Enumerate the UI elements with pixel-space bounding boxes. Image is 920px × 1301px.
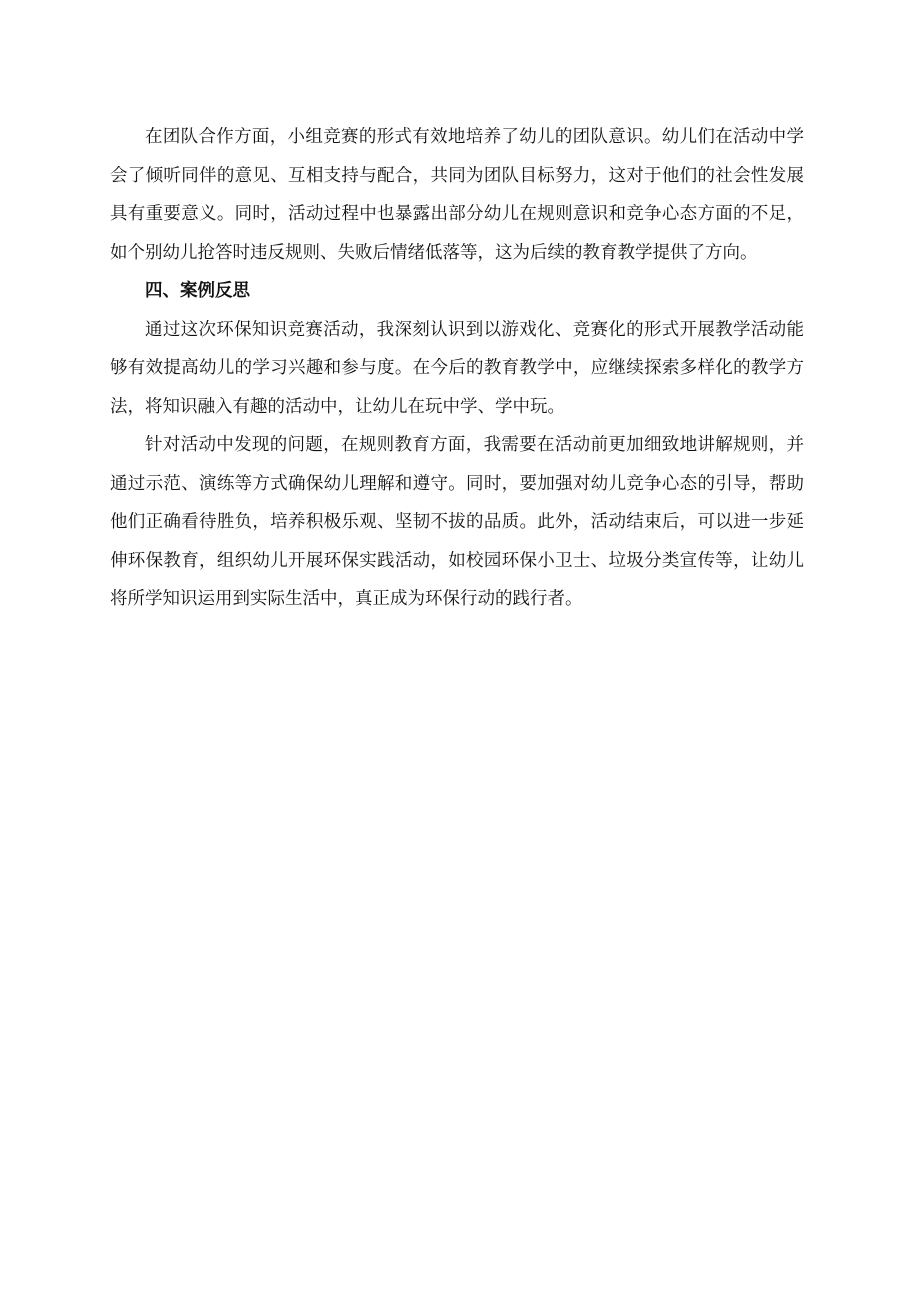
paragraph-reflection: 通过这次环保知识竞赛活动，我深刻认识到以游戏化、竞赛化的形式开展教学活动能够有效提高幼儿的学习兴趣和参与度。在今后的教育教学中，应继续探索多样化的教学方法，将知识融入有趣的活动中，让幼儿在玩中学、学中玩。 (110, 319, 804, 417)
document-body (110, 118, 804, 619)
section-heading: 四、案例反思 (145, 281, 250, 301)
paragraph-improvement: 针对活动中发现的问题，在规则教育方面，我需要在活动前更加细致地讲解规则，并通过示范、演练等方式确保幼儿理解和遵守。同时，要加强对幼儿竞争心态的引导，帮助他们正确看待胜负，培养积极乐观、坚韧不拔的品质。此外，活动结束后，可以进一步延伸环保教育，组织幼儿开展环保实践活动，如校园环保小卫士、垃圾分类宣传等，让幼儿将所学知识运用到实际生活中，真正成为环保行动的践行者。 (110, 435, 804, 609)
paragraph-teamwork: 在团队合作方面，小组竞赛的形式有效地培养了幼儿的团队意识。幼儿们在活动中学会了倾听同伴的意见、互相支持与配合，共同为团队目标努力，这对于他们的社会性发展具有重要意义。同时，活动过程中也暴露出部分幼儿在规则意识和竞争心态方面的不足，如个别幼儿抢答时违反规则、失败后情绪低落等，这为后续的教育教学提供了方向。 (110, 127, 804, 263)
